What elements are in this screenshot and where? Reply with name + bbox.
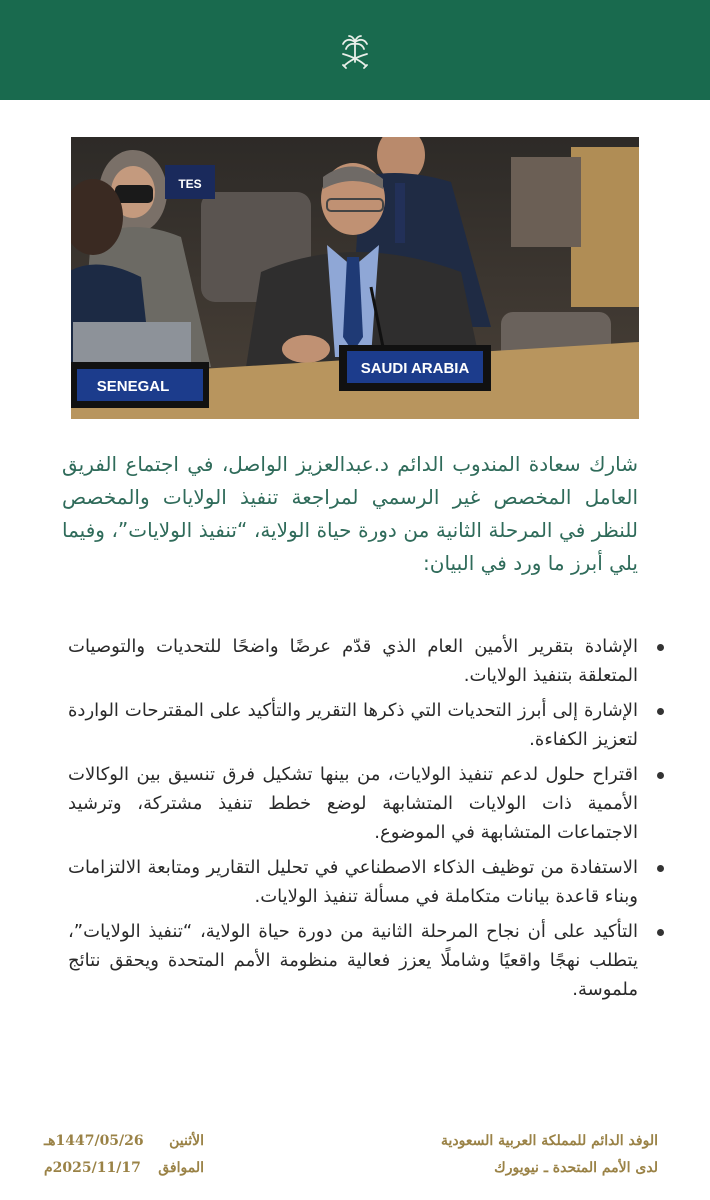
footer-hijri-date: 1447/05/26هـ <box>44 1133 144 1149</box>
footer-organization <box>441 1128 658 1182</box>
intro-paragraph: شارك سعادة المندوب الدائم د.عبدالعزيز الواصل، في اجتماع الفريق العامل المخصص غير الرسمي لمراجعة تنفيذ الولايات والمخصص للنظر في المرحلة الثانية من دورة حياة الولاية، “تنفيذ الولايات”، وفيما يلي أبرز ما ورد في البيان: <box>62 452 638 575</box>
placard-saudi-arabia: SAUDI ARABIA <box>360 360 470 377</box>
footer-hijri-row <box>44 1128 204 1155</box>
placard-states-partial: TES <box>178 177 202 191</box>
meeting-photo-scene <box>71 137 639 419</box>
footer-gregorian-date: 2025/11/17م <box>44 1160 141 1176</box>
footer-org-line1: الوفد الدائم للمملكة العربية السعودية <box>440 1133 658 1149</box>
statement-bullet-list <box>68 632 680 1010</box>
bullet-item: الاستفادة من توظيف الذكاء الاصطناعي في تحليل التقارير ومتابعة الالتزامات وبناء قاعدة بيانات متكاملة في مسألة تنفيذ الولايات. <box>68 853 638 911</box>
footer-org-line2: لدى الأمم المتحدة ـ نيويورك <box>494 1160 658 1176</box>
bullet-item: اقتراح حلول لدعم تنفيذ الولايات، من بينها تشكيل فرق تنسيق بين الوكالات الأممية ذات الولايات المتشابهة لوضع خطط تنفيذ مشتركة، وترشيد الاجتماعات المتشابهة في الموضوع. <box>68 760 638 847</box>
bullet-item: الإشارة إلى أبرز التحديات التي ذكرها التقرير والتأكيد على المقترحات الواردة لتعزيز الكفاءة. <box>68 696 638 754</box>
footer-dates <box>44 1128 204 1182</box>
footer-corresponding-label: الموافق <box>158 1160 204 1176</box>
bullet-item: التأكيد على أن نجاح المرحلة الثانية من دورة حياة الولاية، “تنفيذ الولايات”، يتطلب نهجًا واقعيًا وشاملًا يعزز فعالية منظومة الأمم المتحدة ويحقق نتائج ملموسة. <box>68 917 638 1004</box>
footer-gregorian-row <box>44 1155 204 1182</box>
meeting-photo <box>71 137 639 419</box>
footer-day-label: الأثنين <box>169 1133 204 1149</box>
palm-swords-emblem-icon <box>335 32 375 72</box>
placard-senegal: SENEGAL <box>96 378 170 395</box>
bullet-item: الإشادة بتقرير الأمين العام الذي قدّم عرضًا واضحًا للتحديات والتوصيات المتعلقة بتنفيذ الولايات. <box>68 632 638 690</box>
header-bar <box>0 0 710 100</box>
